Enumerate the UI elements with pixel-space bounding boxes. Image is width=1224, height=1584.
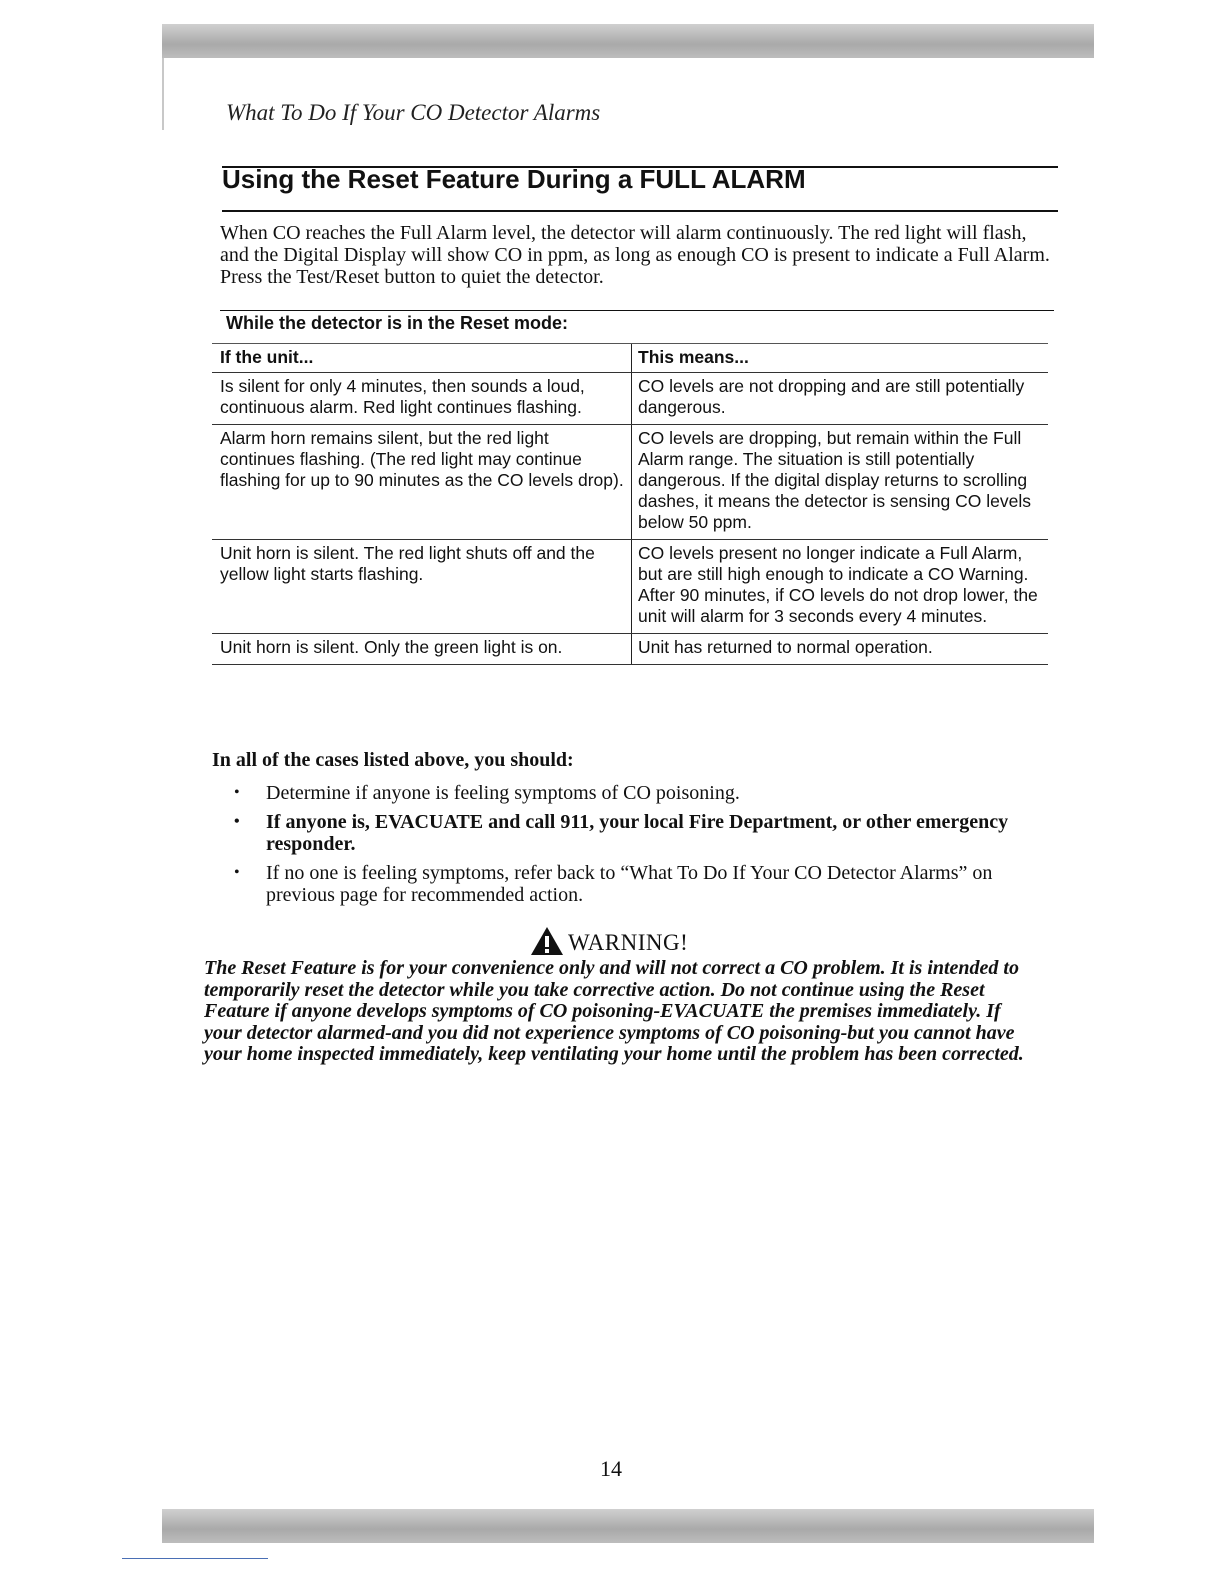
scan-border-bottom: [162, 1509, 1094, 1543]
table-heading-rule: [220, 310, 1054, 311]
footer-link-rule: [122, 1558, 268, 1559]
scan-left-edge: [162, 58, 164, 130]
means-cell: CO levels are dropping, but remain within the Full Alarm range. The situation is still potentially dangerous. If the digital display returns to scrolling dashes, it means the detector is sensing CO levels below 50 ppm.: [638, 428, 1031, 532]
unit-cell: Alarm horn remains silent, but the red light continues flashing. (The red light may continue flashing for up to 90 minutes as the CO levels drop).: [212, 425, 632, 539]
intro-paragraph: When CO reaches the Full Alarm level, the detector will alarm continuously. The red light will flash, and the Digital Display will show CO in ppm, as long as enough CO is present to indicate a Full Alarm. Press the Test/Reset button to quiet the detector.: [220, 222, 1050, 288]
means-cell: CO levels are not dropping and are still potentially dangerous.: [638, 376, 1025, 417]
title-rule-bottom: [222, 210, 1058, 212]
unit-cell: Unit horn is silent. Only the green light is on.: [212, 634, 632, 664]
column-header-means: This means...: [638, 347, 749, 367]
bullet-icon: •: [234, 864, 240, 881]
bullet-icon: •: [234, 784, 240, 801]
list-item-text: Determine if anyone is feeling symptoms of CO poisoning.: [266, 782, 740, 804]
table-row: [212, 372, 1048, 424]
means-cell: CO levels present no longer indicate a Full Alarm, but are still high enough to indicate a CO Warning. After 90 minutes, if CO levels do not drop lower, the unit will alarm for 3 seconds every 4 minutes.: [638, 543, 1038, 626]
column-header-unit: If the unit...: [212, 344, 632, 372]
table-row: [212, 633, 1048, 665]
list-item-text: If no one is feeling symptoms, refer back to “What To Do If Your CO Detector Alarms” on previous page for recommended action.: [266, 862, 993, 906]
table-row: [212, 424, 1048, 539]
page-title: Using the Reset Feature During a FULL ALARM: [222, 164, 806, 194]
running-head: What To Do If Your CO Detector Alarms: [226, 100, 601, 125]
reset-mode-table: [212, 343, 1048, 665]
warning-triangle-icon: [530, 926, 564, 956]
bullet-icon: •: [234, 813, 240, 830]
unit-cell: Is silent for only 4 minutes, then sounds a loud, continuous alarm. Red light continues flashing.: [212, 373, 632, 424]
table-heading: While the detector is in the Reset mode:: [226, 313, 569, 333]
scan-border-top: [162, 24, 1094, 58]
warning-text: The Reset Feature is for your convenience only and will not correct a CO problem. It is intended to temporarily reset the detector while you take corrective action. Do not continue using the Reset Feature if anyone develops symptoms of CO poisoning-EVACUATE the premises immediately. If your detector alarmed-and you did not experience symptoms of CO poisoning-but you cannot have your home inspected immediately, keep ventilating your home until the problem has been corrected.: [204, 957, 1024, 1065]
means-cell: Unit has returned to normal operation.: [638, 637, 933, 657]
list-item: [232, 811, 1022, 855]
page-number: 14: [600, 1456, 622, 1481]
table-header-row: [212, 343, 1048, 372]
list-item-text: If anyone is, EVACUATE and call 911, your local Fire Department, or other emergency responder.: [266, 811, 1009, 855]
warning-title: [530, 926, 688, 956]
table-row: [212, 539, 1048, 633]
actions-list: [232, 782, 1022, 913]
list-item: [232, 782, 1022, 804]
unit-cell: Unit horn is silent. The red light shuts off and the yellow light starts flashing.: [212, 540, 632, 633]
list-item: [232, 862, 1022, 906]
warning-label: WARNING!: [568, 930, 689, 955]
actions-heading: In all of the cases listed above, you should:: [212, 749, 574, 771]
